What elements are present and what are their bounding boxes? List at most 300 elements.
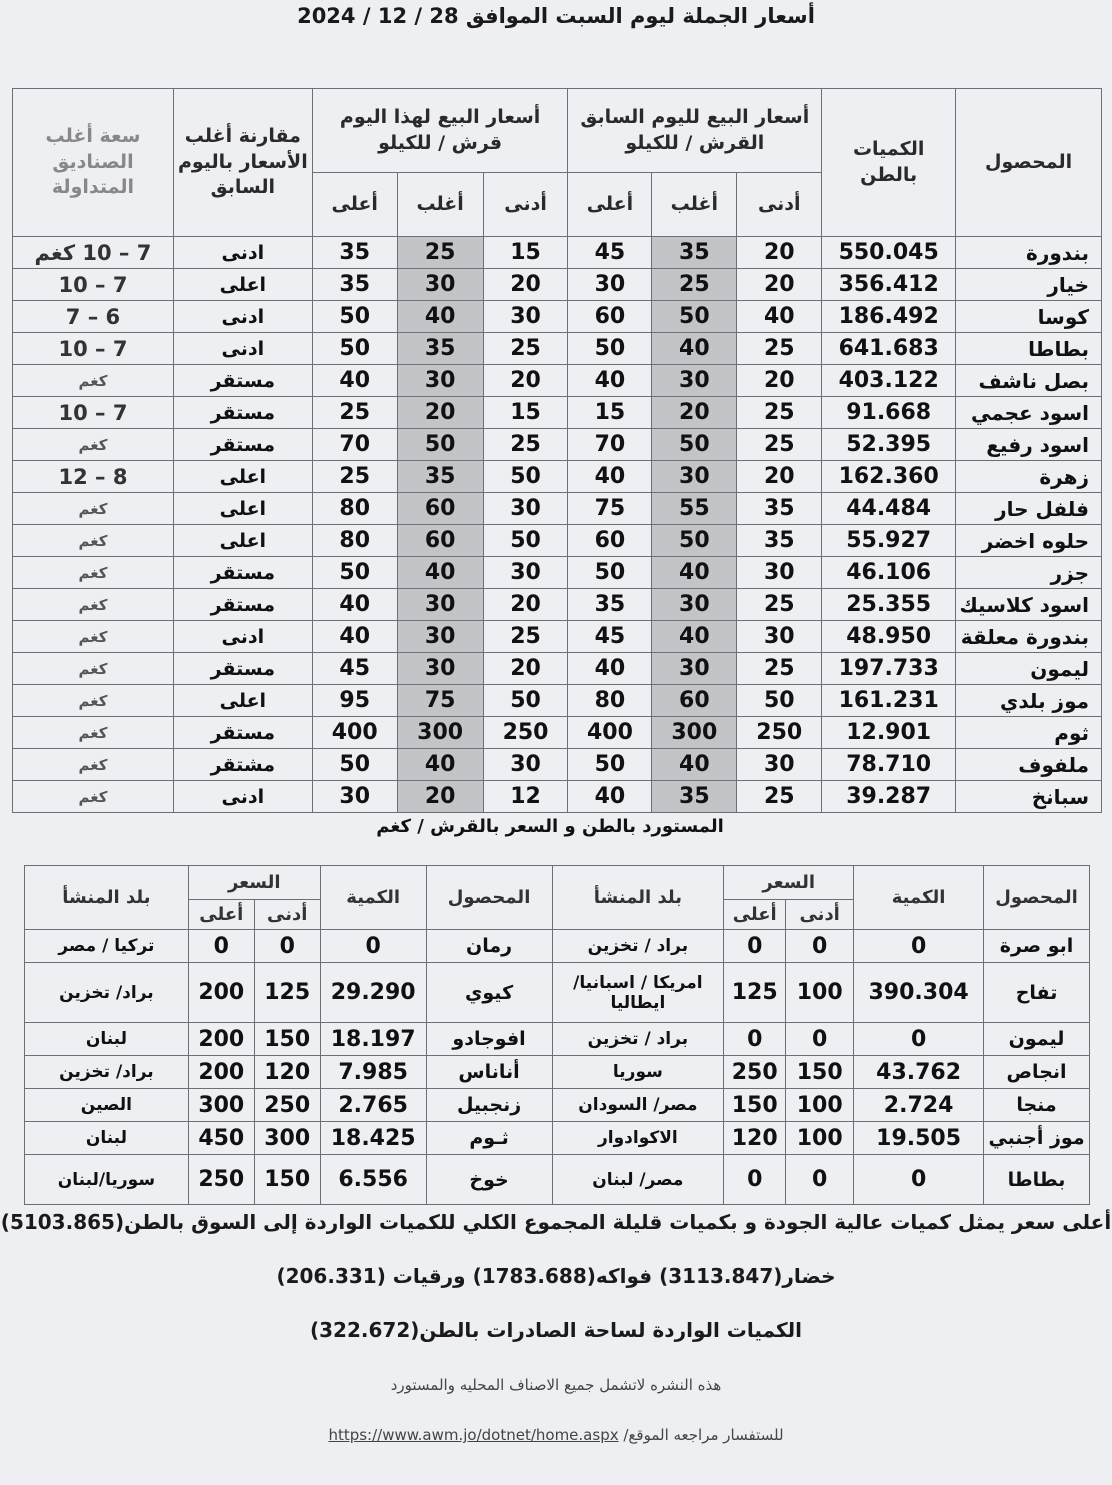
prev-high-cell: 30	[568, 269, 652, 301]
today-common-cell: 35	[397, 461, 483, 493]
compare-cell: مستقر	[173, 365, 312, 397]
table-row	[13, 781, 1102, 813]
today-low-cell: 15	[483, 397, 568, 429]
header2-low-l: أدنى	[254, 900, 320, 930]
table-row	[13, 525, 1102, 557]
today-high-cell: 50	[312, 301, 397, 333]
quantity-cell: 2.765	[320, 1089, 426, 1122]
low-price-cell: 125	[254, 963, 320, 1023]
quantity-cell: 18.197	[320, 1023, 426, 1056]
imported-prices-table	[24, 865, 1090, 1205]
today-high-cell: 50	[312, 333, 397, 365]
quantity-cell: 186.492	[822, 301, 956, 333]
prev-high-cell: 40	[568, 653, 652, 685]
compare-cell: مستقر	[173, 397, 312, 429]
prev-high-cell: 70	[568, 429, 652, 461]
prev-common-cell: 40	[652, 621, 737, 653]
compare-cell: مشتقر	[173, 749, 312, 781]
quantity-cell: 12.901	[822, 717, 956, 749]
quantity-cell: 18.425	[320, 1122, 426, 1155]
table-row	[13, 365, 1102, 397]
prev-common-cell: 55	[652, 493, 737, 525]
compare-cell: ادنى	[173, 301, 312, 333]
product-cell: بندورة	[956, 237, 1102, 269]
today-low-cell: 50	[483, 525, 568, 557]
prev-high-cell: 40	[568, 461, 652, 493]
box-size-cell: 7 – 10 كغم	[13, 237, 174, 269]
product-cell: اسود كلاسيك	[956, 589, 1102, 621]
today-low-cell: 30	[483, 557, 568, 589]
low-price-cell: 0	[786, 1023, 854, 1056]
prev-common-cell: 300	[652, 717, 737, 749]
high-price-cell: 0	[724, 1155, 786, 1205]
quantity-cell: 25.355	[822, 589, 956, 621]
today-high-cell: 80	[312, 493, 397, 525]
header2-price-r: السعر	[724, 866, 854, 900]
header-today-high: أعلى	[312, 173, 397, 237]
product-cell: ليمون	[984, 1023, 1090, 1056]
product-cell: أناناس	[426, 1056, 552, 1089]
origin-cell: مصر/ لبنان	[552, 1155, 724, 1205]
high-price-cell: 450	[188, 1122, 254, 1155]
table-row	[13, 493, 1102, 525]
header-compare: مقارنة أغلب الأسعار باليوم السابق	[173, 89, 312, 237]
product-cell: بطاطا	[956, 333, 1102, 365]
prev-low-cell: 35	[737, 525, 822, 557]
product-cell: زهرة	[956, 461, 1102, 493]
origin-cell: براد / تخزين	[552, 1023, 724, 1056]
quantity-cell: 48.950	[822, 621, 956, 653]
product-cell: موز أجنبي	[984, 1122, 1090, 1155]
product-cell: حلوه اخضر	[956, 525, 1102, 557]
low-price-cell: 300	[254, 1122, 320, 1155]
compare-cell: اعلى	[173, 461, 312, 493]
product-cell: فلفل حار	[956, 493, 1102, 525]
box-size-cell: كغم	[13, 525, 174, 557]
origin-cell: الصين	[25, 1089, 189, 1122]
product-cell: منجا	[984, 1089, 1090, 1122]
prev-high-cell: 50	[568, 749, 652, 781]
prev-common-cell: 40	[652, 749, 737, 781]
quantity-cell: 78.710	[822, 749, 956, 781]
today-common-cell: 75	[397, 685, 483, 717]
compare-cell: اعلى	[173, 525, 312, 557]
today-high-cell: 30	[312, 781, 397, 813]
today-high-cell: 45	[312, 653, 397, 685]
box-size-cell: كغم	[13, 557, 174, 589]
imported-note: المستورد بالطن و السعر بالقرش / كغم	[376, 816, 724, 837]
table-row	[25, 1155, 1090, 1205]
disclaimer: هذه النشره لاتشمل جميع الاصناف المحليه والمستورد	[390, 1376, 722, 1394]
compare-cell: اعلى	[173, 269, 312, 301]
box-size-cell: كغم	[13, 749, 174, 781]
header-today-common: أغلب	[397, 173, 483, 237]
quantity-cell: 0	[854, 1155, 984, 1205]
today-high-cell: 400	[312, 717, 397, 749]
product-cell: زنجبيل	[426, 1089, 552, 1122]
quantity-cell: 6.556	[320, 1155, 426, 1205]
today-common-cell: 30	[397, 621, 483, 653]
product-cell: خيار	[956, 269, 1102, 301]
today-low-cell: 25	[483, 429, 568, 461]
low-price-cell: 150	[254, 1155, 320, 1205]
table-row	[13, 717, 1102, 749]
header2-product-l: المحصول	[426, 866, 552, 930]
quantity-cell: 55.927	[822, 525, 956, 557]
header-quantity: الكميات بالطن	[822, 89, 956, 237]
prev-high-cell: 45	[568, 237, 652, 269]
box-size-cell: كغم	[13, 493, 174, 525]
prev-low-cell: 30	[737, 621, 822, 653]
table-row	[13, 653, 1102, 685]
today-high-cell: 25	[312, 397, 397, 429]
compare-cell: ادنى	[173, 333, 312, 365]
prev-high-cell: 60	[568, 525, 652, 557]
header2-low-r: أدنى	[786, 900, 854, 930]
table-row	[13, 429, 1102, 461]
box-size-cell: كغم	[13, 781, 174, 813]
prev-low-cell: 20	[737, 461, 822, 493]
quantity-cell: 0	[854, 1023, 984, 1056]
product-cell: بندورة معلقة	[956, 621, 1102, 653]
table-row	[13, 749, 1102, 781]
today-low-cell: 12	[483, 781, 568, 813]
box-size-cell: كغم	[13, 365, 174, 397]
prev-common-cell: 20	[652, 397, 737, 429]
today-low-cell: 25	[483, 333, 568, 365]
today-common-cell: 40	[397, 749, 483, 781]
header-prev-low: أدنى	[737, 173, 822, 237]
today-low-cell: 20	[483, 589, 568, 621]
today-low-cell: 15	[483, 237, 568, 269]
today-low-cell: 20	[483, 365, 568, 397]
prev-common-cell: 50	[652, 429, 737, 461]
prev-common-cell: 30	[652, 653, 737, 685]
product-cell: كيوي	[426, 963, 552, 1023]
header2-high-l: أعلى	[188, 900, 254, 930]
header-prev-prices: أسعار البيع لليوم السابق القرش / للكيلو	[568, 89, 822, 173]
prev-low-cell: 35	[737, 493, 822, 525]
prev-high-cell: 35	[568, 589, 652, 621]
today-high-cell: 40	[312, 365, 397, 397]
table-row	[13, 397, 1102, 429]
product-cell: ملفوف	[956, 749, 1102, 781]
table-row	[25, 1056, 1090, 1089]
high-price-cell: 200	[188, 963, 254, 1023]
header-today-prices: أسعار البيع لهذا اليوم قرش / للكيلو	[312, 89, 568, 173]
low-price-cell: 150	[786, 1056, 854, 1089]
today-low-cell: 25	[483, 621, 568, 653]
inquiry-line	[0, 1426, 1112, 1444]
table-row	[13, 269, 1102, 301]
prev-common-cell: 30	[652, 461, 737, 493]
today-common-cell: 20	[397, 397, 483, 429]
today-high-cell: 40	[312, 621, 397, 653]
header2-product-r: المحصول	[984, 866, 1090, 930]
prev-low-cell: 30	[737, 557, 822, 589]
table-row	[25, 963, 1090, 1023]
prev-high-cell: 45	[568, 621, 652, 653]
high-price-cell: 125	[724, 963, 786, 1023]
product-cell: اسود عجمي	[956, 397, 1102, 429]
quantity-cell: 91.668	[822, 397, 956, 429]
header2-quantity-r: الكمية	[854, 866, 984, 930]
product-cell: موز بلدي	[956, 685, 1102, 717]
today-common-cell: 20	[397, 781, 483, 813]
product-cell: كوسا	[956, 301, 1102, 333]
prev-low-cell: 20	[737, 365, 822, 397]
quantity-cell: 44.484	[822, 493, 956, 525]
header-product: المحصول	[956, 89, 1102, 237]
prev-high-cell: 60	[568, 301, 652, 333]
low-price-cell: 0	[254, 930, 320, 963]
today-common-cell: 30	[397, 589, 483, 621]
header-box: سعة أغلب الصناديق المتداولة	[13, 89, 174, 237]
prev-low-cell: 25	[737, 397, 822, 429]
prev-high-cell: 75	[568, 493, 652, 525]
compare-cell: مستقر	[173, 429, 312, 461]
box-size-cell: كغم	[13, 717, 174, 749]
header-today-low: أدنى	[483, 173, 568, 237]
today-high-cell: 50	[312, 557, 397, 589]
product-cell: ثـوم	[426, 1122, 552, 1155]
today-low-cell: 30	[483, 301, 568, 333]
low-price-cell: 100	[786, 1089, 854, 1122]
prev-high-cell: 80	[568, 685, 652, 717]
quantity-cell: 2.724	[854, 1089, 984, 1122]
quantity-cell: 0	[320, 930, 426, 963]
box-size-cell: 7 – 10	[13, 397, 174, 429]
page-title: أسعار الجملة ليوم السبت الموافق 28 / 12 / 2024	[297, 4, 815, 28]
compare-cell: مستقر	[173, 589, 312, 621]
header-prev-high: أعلى	[568, 173, 652, 237]
footer-line-2: خضار(3113.847) فواكه(1783.688) ورقيات (206.331)	[276, 1264, 836, 1288]
box-size-cell: 7 – 10	[13, 269, 174, 301]
product-cell: افوجادو	[426, 1023, 552, 1056]
product-cell: رمان	[426, 930, 552, 963]
origin-cell: براد/ تخزين	[25, 1056, 189, 1089]
low-price-cell: 250	[254, 1089, 320, 1122]
high-price-cell: 250	[188, 1155, 254, 1205]
today-common-cell: 40	[397, 557, 483, 589]
prev-high-cell: 15	[568, 397, 652, 429]
compare-cell: مستقر	[173, 653, 312, 685]
compare-cell: اعلى	[173, 493, 312, 525]
origin-cell: براد / تخزين	[552, 930, 724, 963]
today-low-cell: 20	[483, 269, 568, 301]
footer-line-1: أعلى سعر يمثل كميات عالية الجودة و بكميات قليلة المجموع الكلي للكميات الواردة إلى السوق بالطن(5103.865)	[0, 1210, 1112, 1234]
prev-common-cell: 30	[652, 365, 737, 397]
high-price-cell: 250	[724, 1056, 786, 1089]
low-price-cell: 0	[786, 930, 854, 963]
product-cell: اسود رفيع	[956, 429, 1102, 461]
prev-common-cell: 50	[652, 525, 737, 557]
origin-cell: لبنان	[25, 1122, 189, 1155]
prev-low-cell: 40	[737, 301, 822, 333]
today-common-cell: 30	[397, 269, 483, 301]
box-size-cell: 8 – 12	[13, 461, 174, 493]
header2-high-r: أعلى	[724, 900, 786, 930]
prev-high-cell: 400	[568, 717, 652, 749]
today-common-cell: 35	[397, 333, 483, 365]
today-common-cell: 300	[397, 717, 483, 749]
prev-low-cell: 25	[737, 333, 822, 365]
prev-low-cell: 20	[737, 269, 822, 301]
compare-cell: مستقر	[173, 717, 312, 749]
header2-quantity-l: الكمية	[320, 866, 426, 930]
today-common-cell: 25	[397, 237, 483, 269]
table-row	[13, 333, 1102, 365]
table-row	[25, 1089, 1090, 1122]
prev-common-cell: 35	[652, 781, 737, 813]
low-price-cell: 120	[254, 1056, 320, 1089]
today-low-cell: 50	[483, 685, 568, 717]
origin-cell: براد/ تخزين	[25, 963, 189, 1023]
product-cell: ليمون	[956, 653, 1102, 685]
local-prices-table	[12, 88, 1102, 813]
prev-common-cell: 40	[652, 557, 737, 589]
product-cell: سبانخ	[956, 781, 1102, 813]
prev-common-cell: 35	[652, 237, 737, 269]
prev-low-cell: 20	[737, 237, 822, 269]
high-price-cell: 0	[188, 930, 254, 963]
today-low-cell: 250	[483, 717, 568, 749]
high-price-cell: 0	[724, 930, 786, 963]
origin-cell: سوريا/لبنان	[25, 1155, 189, 1205]
table-row	[25, 930, 1090, 963]
prev-low-cell: 25	[737, 429, 822, 461]
table-row	[13, 685, 1102, 717]
origin-cell: مصر/ السودان	[552, 1089, 724, 1122]
quantity-cell: 39.287	[822, 781, 956, 813]
today-low-cell: 30	[483, 493, 568, 525]
today-high-cell: 70	[312, 429, 397, 461]
today-high-cell: 40	[312, 589, 397, 621]
quantity-cell: 161.231	[822, 685, 956, 717]
table-row	[25, 1023, 1090, 1056]
header2-origin-l: بلد المنشأ	[25, 866, 189, 930]
product-cell: ثوم	[956, 717, 1102, 749]
compare-cell: ادنى	[173, 781, 312, 813]
header2-price-l: السعر	[188, 866, 320, 900]
quantity-cell: 641.683	[822, 333, 956, 365]
prev-common-cell: 25	[652, 269, 737, 301]
origin-cell: الاكوادوار	[552, 1122, 724, 1155]
table-row	[13, 589, 1102, 621]
product-cell: خوخ	[426, 1155, 552, 1205]
high-price-cell: 150	[724, 1089, 786, 1122]
quantity-cell: 356.412	[822, 269, 956, 301]
quantity-cell: 197.733	[822, 653, 956, 685]
table-row	[13, 237, 1102, 269]
quantity-cell: 162.360	[822, 461, 956, 493]
product-cell: بصل ناشف	[956, 365, 1102, 397]
today-common-cell: 30	[397, 653, 483, 685]
quantity-cell: 403.122	[822, 365, 956, 397]
low-price-cell: 150	[254, 1023, 320, 1056]
table-row	[13, 621, 1102, 653]
inquiry-text: للستفسار مراجعه الموقع/	[623, 1426, 784, 1444]
low-price-cell: 0	[786, 1155, 854, 1205]
low-price-cell: 100	[786, 1122, 854, 1155]
today-low-cell: 20	[483, 653, 568, 685]
prev-low-cell: 25	[737, 589, 822, 621]
prev-low-cell: 250	[737, 717, 822, 749]
today-common-cell: 40	[397, 301, 483, 333]
compare-cell: مستقر	[173, 557, 312, 589]
box-size-cell: كغم	[13, 429, 174, 461]
high-price-cell: 200	[188, 1056, 254, 1089]
today-common-cell: 60	[397, 493, 483, 525]
quantity-cell: 0	[854, 930, 984, 963]
quantity-cell: 19.505	[854, 1122, 984, 1155]
quantity-cell: 29.290	[320, 963, 426, 1023]
prev-high-cell: 40	[568, 781, 652, 813]
prev-low-cell: 30	[737, 749, 822, 781]
prev-common-cell: 60	[652, 685, 737, 717]
today-high-cell: 95	[312, 685, 397, 717]
high-price-cell: 0	[724, 1023, 786, 1056]
prev-high-cell: 40	[568, 365, 652, 397]
today-common-cell: 50	[397, 429, 483, 461]
box-size-cell: كغم	[13, 589, 174, 621]
product-cell: تفاح	[984, 963, 1090, 1023]
today-common-cell: 60	[397, 525, 483, 557]
prev-high-cell: 50	[568, 557, 652, 589]
quantity-cell: 43.762	[854, 1056, 984, 1089]
box-size-cell: كغم	[13, 685, 174, 717]
origin-cell: امريكا / اسبانيا/ايطاليا	[552, 963, 724, 1023]
box-size-cell: 6 – 7	[13, 301, 174, 333]
origin-cell: لبنان	[25, 1023, 189, 1056]
quantity-cell: 390.304	[854, 963, 984, 1023]
today-high-cell: 35	[312, 237, 397, 269]
product-cell: بطاطا	[984, 1155, 1090, 1205]
today-high-cell: 80	[312, 525, 397, 557]
website-link[interactable]: https://www.awm.jo/dotnet/home.aspx	[328, 1426, 619, 1444]
table-row	[13, 301, 1102, 333]
product-cell: ابو صرة	[984, 930, 1090, 963]
today-high-cell: 50	[312, 749, 397, 781]
origin-cell: تركيا / مصر	[25, 930, 189, 963]
origin-cell: سوريا	[552, 1056, 724, 1089]
today-high-cell: 35	[312, 269, 397, 301]
high-price-cell: 120	[724, 1122, 786, 1155]
compare-cell: ادنى	[173, 237, 312, 269]
box-size-cell: كغم	[13, 621, 174, 653]
table-row	[25, 1122, 1090, 1155]
compare-cell: ادنى	[173, 621, 312, 653]
quantity-cell: 7.985	[320, 1056, 426, 1089]
prev-common-cell: 50	[652, 301, 737, 333]
high-price-cell: 300	[188, 1089, 254, 1122]
header2-origin-r: بلد المنشأ	[552, 866, 724, 930]
box-size-cell: كغم	[13, 653, 174, 685]
prev-low-cell: 25	[737, 653, 822, 685]
table-row	[13, 557, 1102, 589]
prev-common-cell: 30	[652, 589, 737, 621]
prev-high-cell: 50	[568, 333, 652, 365]
box-size-cell: 7 – 10	[13, 333, 174, 365]
product-cell: جزر	[956, 557, 1102, 589]
high-price-cell: 200	[188, 1023, 254, 1056]
compare-cell: اعلى	[173, 685, 312, 717]
today-high-cell: 25	[312, 461, 397, 493]
table-row	[13, 461, 1102, 493]
prev-common-cell: 40	[652, 333, 737, 365]
today-low-cell: 50	[483, 461, 568, 493]
quantity-cell: 52.395	[822, 429, 956, 461]
